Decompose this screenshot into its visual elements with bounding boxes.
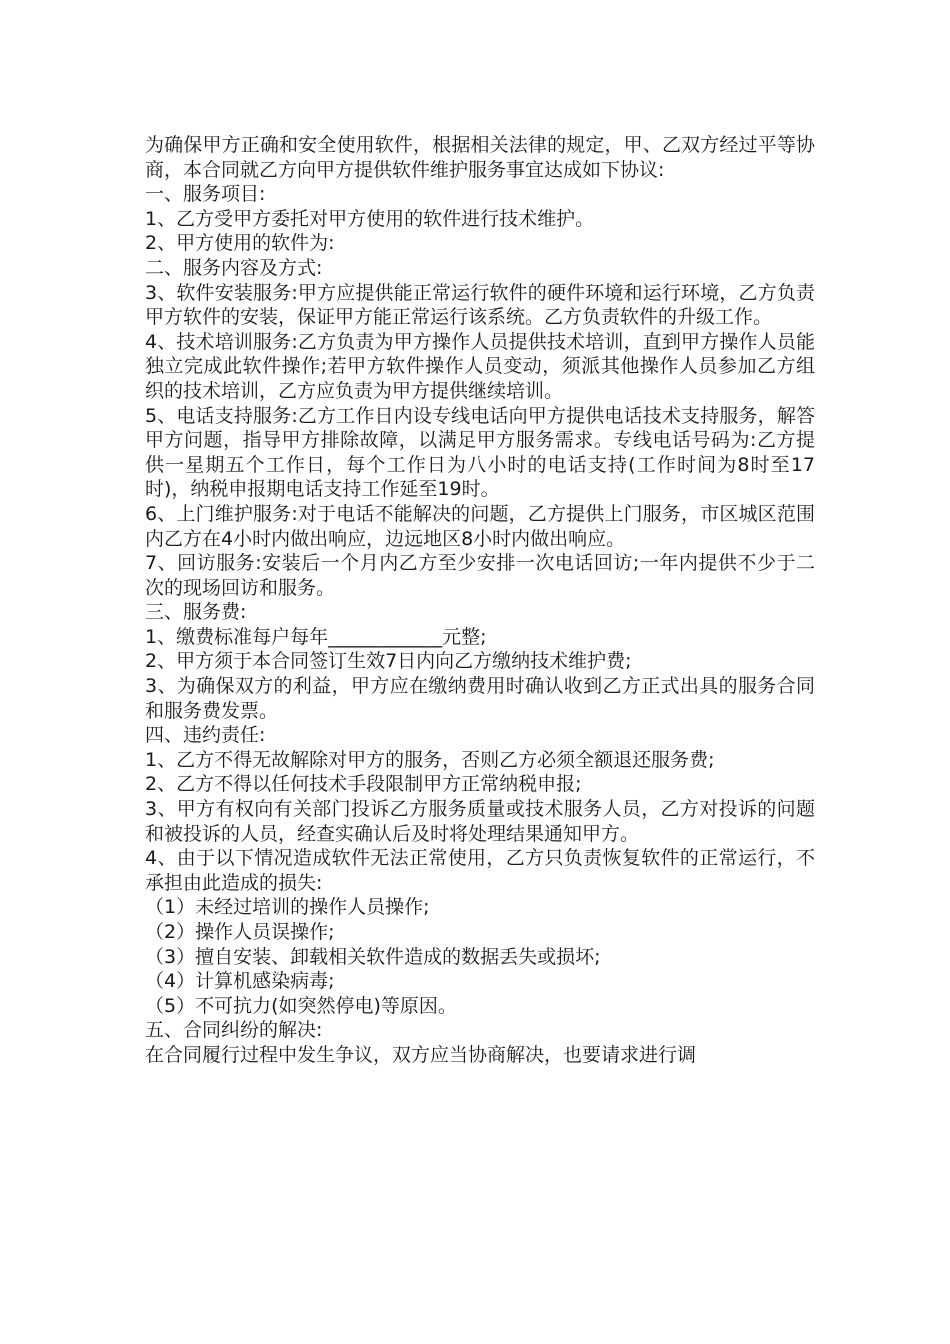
clause-paragraph: 1、乙方不得无故解除对甲方的服务，否则乙方必须全额退还服务费; [145,748,715,771]
clause-paragraph: 6、上门维护服务:对于电话不能解决的问题，乙方提供上门服务，市区城区范围内乙方在4小时内做出响应，边远地区8小时内做出响应。 [145,502,815,550]
clause-paragraph: 2、甲方须于本合同签订生效7日内向乙方缴纳技术维护费; [145,650,632,673]
section-heading: 二、服务内容及方式: [145,256,323,279]
list-item: （5）不可抗力(如突然停电)等原因。 [145,994,457,1017]
list-item: （2）操作人员误操作; [145,921,335,943]
list-item: （4）计算机感染病毒; [145,970,335,993]
clause-paragraph: 1、缴费标准每户每年____________元整; [145,625,487,648]
document-body [145,133,815,1068]
clause-paragraph: 7、回访服务:安装后一个月内乙方至少安排一次电话回访;一年内提供不少于二次的现场回访和服务。 [145,552,815,599]
clause-paragraph: 4、由于以下情况造成软件无法正常使用，乙方只负责恢复软件的正常运行，不承担由此造成的损失: [145,847,815,894]
clause-paragraph: 1、乙方受甲方委托对甲方使用的软件进行技术维护。 [145,207,595,230]
section-heading: 四、违约责任: [145,724,266,747]
section-heading: 三、服务费: [145,601,247,624]
clause-paragraph: 3、甲方有权向有关部门投诉乙方服务质量或技术服务人员，乙方对投诉的问题和被投诉的人员，经查实确认后及时将处理结果通知甲方。 [145,798,815,845]
clause-paragraph: 3、为确保双方的利益，甲方应在缴纳费用时确认收到乙方正式出具的服务合同和服务费发票。 [145,675,815,722]
section-heading: 一、服务项目: [145,183,266,206]
clause-paragraph: 2、乙方不得以任何技术手段限制甲方正常纳税申报; [145,773,582,796]
clause-paragraph: 3、软件安装服务:甲方应提供能正常运行软件的硬件环境和运行环境，乙方负责甲方软件的安装，保证甲方能正常运行该系统。乙方负责软件的升级工作。 [145,281,815,329]
clause-paragraph: 5、电话支持服务:乙方工作日内设专线电话向甲方提供电话技术支持服务，解答甲方问题，指导甲方排除故障，以满足甲方服务需求。专线电话号码为:乙方提供一星期五个工作日，每个工作日为八小时的电话支持(工作时间为8时至17时)，纳税申报期电话支持工作延至19时。 [145,404,815,501]
clause-paragraph: 在合同履行过程中发生争议，双方应当协商解决，也要请求进行调 [145,1043,697,1066]
list-item: （3）擅自安装、卸载相关软件造成的数据丢失或损坏; [145,945,601,968]
section-heading: 五、合同纠纷的解决: [145,1019,323,1042]
list-item: （1）未经过培训的操作人员操作; [145,896,430,919]
clause-paragraph: 4、技术培训服务:乙方负责为甲方操作人员提供技术培训，直到甲方操作人员能独立完成此软件操作;若甲方软件操作人员变动，须派其他操作人员参加乙方组织的技术培训，乙方应负责为甲方提供继续培训。 [145,330,815,402]
clause-paragraph: 2、甲方使用的软件为: [145,232,335,255]
intro-paragraph: 为确保甲方正确和安全使用软件，根据相关法律的规定，甲、乙双方经过平等协商，本合同就乙方向甲方提供软件维护服务事宜达成如下协议: [145,134,815,181]
